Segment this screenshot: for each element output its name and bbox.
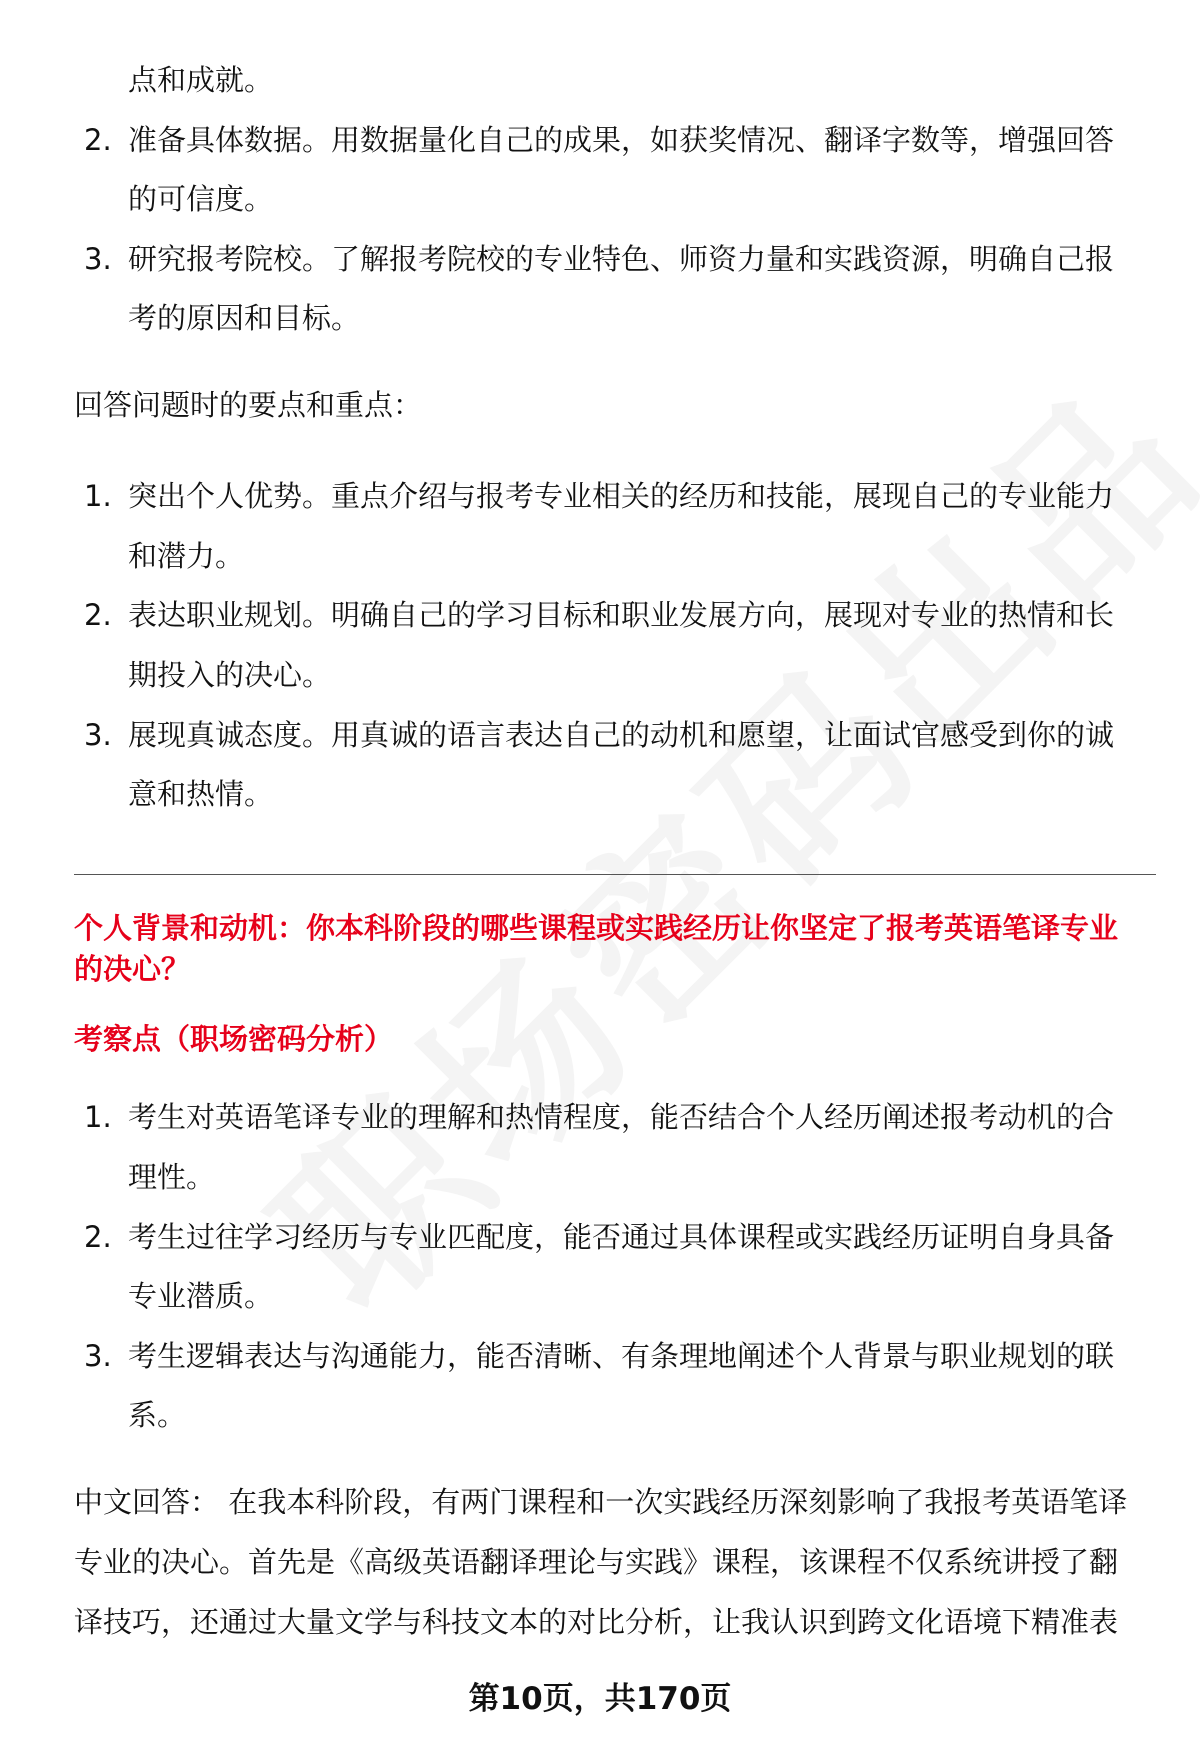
page-number-footer: 第10页，共170页	[468, 1681, 732, 1717]
list-number: 2.	[84, 1220, 112, 1254]
list-item-line: 的可信度。	[128, 182, 274, 216]
list-number: 2.	[84, 598, 112, 632]
list-item-line: 专业潜质。	[128, 1279, 274, 1313]
list-item-line: 考生逻辑表达与沟通能力，能否清晰、有条理地阐述个人背景与职业规划的联	[128, 1339, 1115, 1373]
list-item-line: 准备具体数据。用数据量化自己的成果，如获奖情况、翻译字数等，增强回答	[128, 123, 1115, 157]
question-heading: 个人背景和动机：你本科阶段的哪些课程或实践经历让你坚定了报考英语笔译专业	[74, 911, 1119, 945]
subheading: 考察点（职场密码分析）	[74, 1022, 394, 1056]
question-heading: 的决心？	[74, 952, 191, 986]
paragraph-line: 译技巧，还通过大量文学与科技文本的对比分析，让我认识到跨文化语境下精准表	[74, 1605, 1119, 1639]
list-item-line: 考生对英语笔译专业的理解和热情程度，能否结合个人经历阐述报考动机的合	[128, 1100, 1115, 1134]
list-item-line: 突出个人优势。重点介绍与报考专业相关的经历和技能，展现自己的专业能力	[128, 479, 1115, 513]
list-item-line: 展现真诚态度。用真诚的语言表达自己的动机和愿望，让面试官感受到你的诚	[128, 718, 1115, 752]
paragraph-line: 专业的决心。首先是《高级英语翻译理论与实践》课程，该课程不仅系统讲授了翻	[74, 1545, 1119, 1579]
list-number: 3.	[84, 242, 112, 276]
list-item-line: 理性。	[128, 1160, 216, 1194]
list-number: 3.	[84, 1339, 112, 1373]
list-item-line: 表达职业规划。明确自己的学习目标和职业发展方向，展现对专业的热情和长	[128, 598, 1115, 632]
list-number: 3.	[84, 718, 112, 752]
list-item-line: 意和热情。	[128, 777, 274, 811]
list-item-line: 期投入的决心。	[128, 658, 332, 692]
paragraph-line: 中文回答： 在我本科阶段，有两门课程和一次实践经历深刻影响了我报考英语笔译	[74, 1485, 1128, 1519]
section-label: 回答问题时的要点和重点：	[74, 388, 423, 422]
list-item-line: 系。	[128, 1398, 187, 1432]
list-item-continuation: 点和成就。	[128, 63, 274, 97]
list-number: 1.	[84, 479, 112, 513]
list-item-line: 和潜力。	[128, 539, 245, 573]
list-number: 1.	[84, 1100, 112, 1134]
list-item-line: 考生过往学习经历与专业匹配度，能否通过具体课程或实践经历证明自身具备	[128, 1220, 1115, 1254]
divider	[74, 874, 1156, 875]
list-item-line: 研究报考院校。了解报考院校的专业特色、师资力量和实践资源，明确自己报	[128, 242, 1115, 276]
list-number: 2.	[84, 123, 112, 157]
list-item-line: 考的原因和目标。	[128, 301, 361, 335]
